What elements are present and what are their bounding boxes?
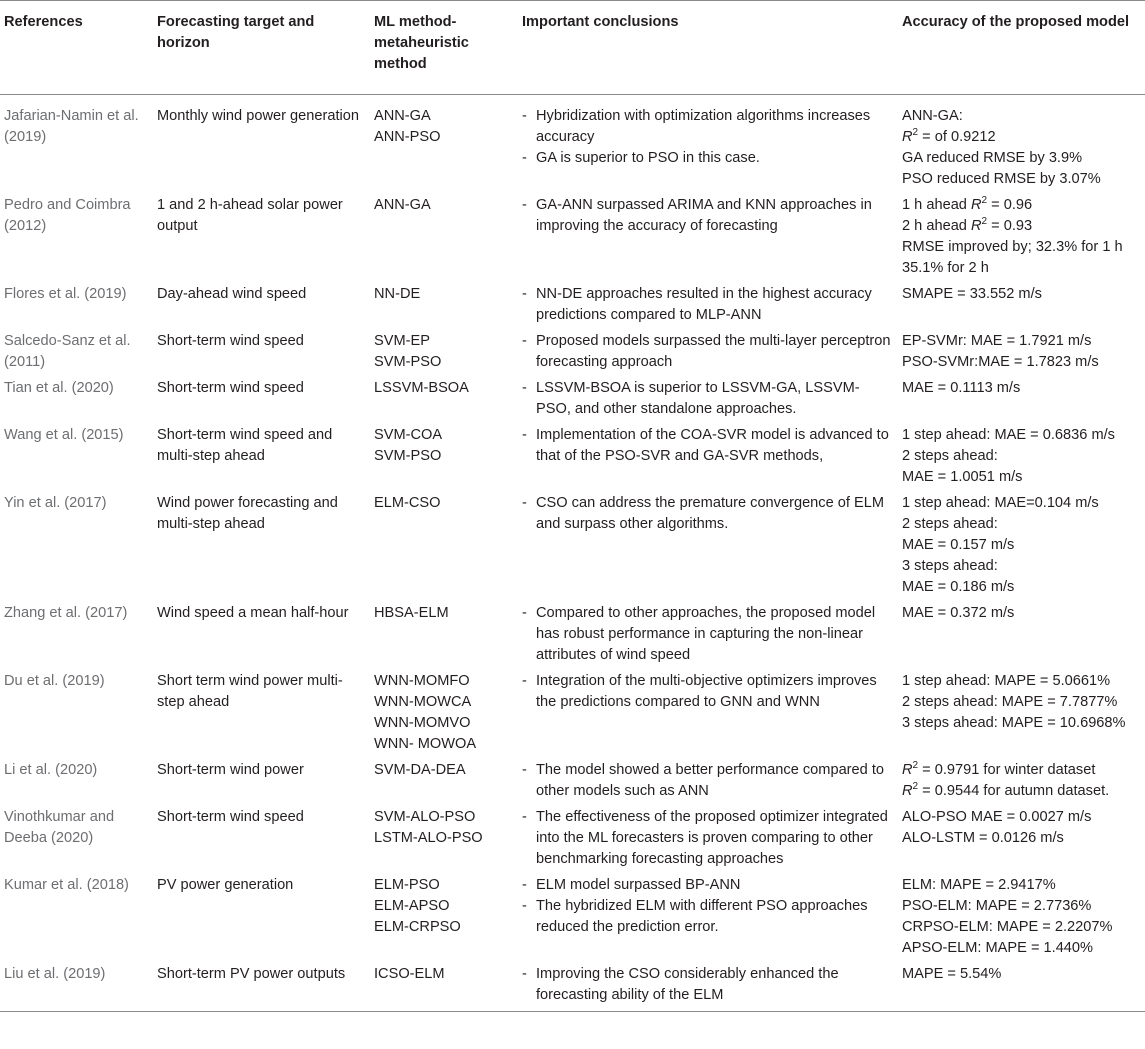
ml-method-cell [370,601,518,669]
ml-method-cell [370,491,518,601]
accuracy-line: ALO-LSTM = 0.0126 m/s [902,830,1064,846]
conclusions-cell [518,329,898,376]
accuracy-line: 1 h ahead $R^2 = 0.96$ [902,195,1033,213]
reference-cell: Tian et al. (2020) [4,380,114,396]
accuracy-cell [898,758,1145,805]
accuracy-line: MAE = 0.372 m/s [902,605,1015,621]
conclusions-cell [518,805,898,873]
conclusion-item: - Implementation of the COA-SVR model is advanced to that of the PSO-SVR and GA-SVR methods, [522,425,894,467]
accuracy-line: PSO-SVMr:MAE = 1.7823 m/s [902,354,1099,370]
ml-method-cell [370,873,518,962]
accuracy-line: ELM: MAPE = 2.9417% [902,877,1056,893]
ml-method-cell [370,962,518,1012]
method-item: ANN-GA [374,197,431,213]
table-row [0,376,1145,423]
method-item: ANN-PSO [374,129,441,145]
header-references: References [4,14,83,30]
conclusions-cell [518,669,898,758]
conclusions-list [522,760,894,802]
conclusion-item: - Improving the CSO considerably enhanced the forecasting ability of the ELM [522,964,894,1006]
conclusions-list [522,671,894,713]
accuracy-line: GA reduced RMSE by 3.9% [902,150,1083,166]
accuracy-line: ANN-GA: [902,108,963,124]
conclusions-cell [518,491,898,601]
accuracy-line: 1 step ahead: MAE = 0.6836 m/s [902,427,1115,443]
forecasting-target-cell: Short-term wind speed [157,333,304,349]
accuracy-line: $R^2 = 0.9544$ for autumn dataset. [902,781,1110,799]
method-item: LSSVM-BSOA [374,380,469,396]
method-item: ELM-CSO [374,495,441,511]
table-row [0,962,1145,1012]
table-row [0,758,1145,805]
conclusion-item: - Proposed models surpassed the multi-layer perceptron forecasting approach [522,331,894,373]
accuracy-line: MAE = 1.0051 m/s [902,469,1023,485]
reference-cell: Jafarian-Namin et al. (2019) [4,108,139,145]
forecasting-target-cell: Day-ahead wind speed [157,286,307,302]
accuracy-line: RMSE improved by; 32.3% for 1 h 35.1% for 2 h [902,239,1127,276]
method-item: LSTM-ALO-PSO [374,830,483,846]
ml-method-cell [370,376,518,423]
conclusions-list [522,425,894,467]
forecasting-target-cell: Short-term wind speed [157,380,304,396]
conclusions-list [522,493,894,535]
accuracy-line: $R^2$ = of 0.9212 [902,127,996,145]
method-item: SVM-DA-DEA [374,762,466,778]
conclusion-item: - Hybridization with optimization algorithms increases accuracy [522,106,894,148]
accuracy-line: PSO reduced RMSE by 3.07% [902,171,1101,187]
conclusions-cell [518,601,898,669]
table-row [0,193,1145,282]
reference-cell: Pedro and Coimbra (2012) [4,197,131,234]
forecasting-target-cell: Monthly wind power generation [157,108,359,124]
conclusion-item: - NN-DE approaches resulted in the highest accuracy predictions compared to MLP-ANN [522,284,894,326]
forecasting-target-cell: Wind speed a mean half-hour [157,605,349,621]
accuracy-line: $R^2 = 0.9791$ for winter dataset [902,760,1096,778]
accuracy-line: ALO-PSO MAE = 0.0027 m/s [902,809,1092,825]
table-row [0,282,1145,329]
conclusions-cell [518,873,898,962]
forecasting-target-cell: Short-term wind speed and multi-step ahead [157,427,333,464]
conclusions-cell [518,193,898,282]
method-item: SVM-COA [374,427,443,443]
method-item: ELM-PSO [374,877,440,893]
reference-cell: Yin et al. (2017) [4,495,107,511]
table-row [0,491,1145,601]
forecasting-target-cell: Short-term wind speed [157,809,304,825]
ml-method-cell [370,329,518,376]
table-row [0,601,1145,669]
method-item: WNN-MOMFO [374,673,470,689]
reference-cell: Zhang et al. (2017) [4,605,128,621]
accuracy-line: 2 steps ahead: MAPE = 7.7877% [902,694,1118,710]
table-row [0,669,1145,758]
forecasting-target-cell: PV power generation [157,877,294,893]
accuracy-cell [898,282,1145,329]
header-ml-method: ML method-metaheuristic method [374,14,469,72]
header-conclusions: Important conclusions [522,14,679,30]
method-item: SVM-PSO [374,448,442,464]
ml-method-cell [370,193,518,282]
header-accuracy: Accuracy of the proposed model [902,14,1130,30]
ml-method-cell [370,282,518,329]
ml-method-cell [370,669,518,758]
conclusion-item: - CSO can address the premature convergence of ELM and surpass other algorithms. [522,493,894,535]
accuracy-line: MAE = 0.186 m/s [902,579,1015,595]
reference-cell: Li et al. (2020) [4,762,98,778]
method-item: SVM-PSO [374,354,442,370]
accuracy-line: CRPSO-ELM: MAPE = 2.2207% [902,919,1113,935]
accuracy-cell [898,491,1145,601]
method-item: SVM-EP [374,333,430,349]
reference-cell: Vinothkumar and Deeba (2020) [4,809,115,846]
conclusions-cell [518,376,898,423]
table-row [0,95,1145,194]
method-item: ELM-CRPSO [374,919,461,935]
accuracy-line: 2 steps ahead: [902,516,998,532]
accuracy-line: 2 steps ahead: [902,448,998,464]
table-row [0,423,1145,491]
accuracy-cell [898,423,1145,491]
forecasting-target-cell: Short-term PV power outputs [157,966,346,982]
conclusions-list [522,875,894,938]
forecasting-target-cell: Wind power forecasting and multi-step ahead [157,495,338,532]
accuracy-line: 3 steps ahead: MAPE = 10.6968% [902,715,1126,731]
accuracy-line: 1 step ahead: MAPE = 5.0661% [902,673,1111,689]
reference-cell: Flores et al. (2019) [4,286,127,302]
table-row [0,805,1145,873]
method-item: SVM-ALO-PSO [374,809,476,825]
table-header [0,1,1145,95]
conclusion-item: - The model showed a better performance compared to other models such as ANN [522,760,894,802]
conclusion-item: - ELM model surpassed BP-ANN [522,875,894,896]
accuracy-cell [898,601,1145,669]
method-item: HBSA-ELM [374,605,449,621]
conclusions-cell [518,282,898,329]
accuracy-line: PSO-ELM: MAPE = 2.7736% [902,898,1092,914]
header-row [0,1,1145,95]
reference-cell: Wang et al. (2015) [4,427,124,443]
reference-cell: Du et al. (2019) [4,673,105,689]
conclusions-list [522,331,894,373]
header-forecasting-target: Forecasting target and horizon [157,14,315,51]
accuracy-cell [898,805,1145,873]
table-row [0,329,1145,376]
forecasting-target-cell: 1 and 2 h-ahead solar power output [157,197,343,234]
accuracy-cell [898,873,1145,962]
conclusion-item: - GA is superior to PSO in this case. [522,148,894,169]
accuracy-line: 2 h ahead $R^2 = 0.93$ [902,216,1033,234]
method-item: WNN-MOMVO [374,715,471,731]
conclusions-list [522,603,894,666]
accuracy-cell [898,376,1145,423]
conclusions-cell [518,95,898,194]
conclusion-item: - GA-ANN surpassed ARIMA and KNN approaches in improving the accuracy of forecasting [522,195,894,237]
method-item: NN-DE [374,286,421,302]
table-body [0,95,1145,1012]
accuracy-line: 1 step ahead: MAE=0.104 m/s [902,495,1099,511]
accuracy-line: SMAPE = 33.552 m/s [902,286,1042,302]
conclusion-item: - LSSVM-BSOA is superior to LSSVM-GA, LSSVM-PSO, and other standalone approaches. [522,378,894,420]
conclusions-list [522,964,894,1006]
method-item: WNN- MOWOA [374,736,477,752]
ml-method-cell [370,423,518,491]
accuracy-line: EP-SVMr: MAE = 1.7921 m/s [902,333,1092,349]
accuracy-line: 3 steps ahead: [902,558,998,574]
accuracy-line: APSO-ELM: MAPE = 1.440% [902,940,1094,956]
conclusions-list [522,807,894,870]
ml-method-cell [370,95,518,194]
conclusions-list [522,195,894,237]
ml-method-cell [370,805,518,873]
conclusion-item: - Compared to other approaches, the proposed model has robust performance in capturing the non-linear attributes of wind speed [522,603,894,666]
ml-method-cell [370,758,518,805]
reference-cell: Kumar et al. (2018) [4,877,129,893]
conclusion-item: - The effectiveness of the proposed optimizer integrated into the ML forecasters is proven comparing to other benchmarking forecasting approaches [522,807,894,870]
accuracy-cell [898,95,1145,194]
accuracy-cell [898,193,1145,282]
conclusions-list [522,378,894,420]
accuracy-line: MAE = 0.1113 m/s [902,380,1021,396]
accuracy-line: MAPE = 5.54% [902,966,1002,982]
method-item: ANN-GA [374,108,431,124]
conclusions-cell [518,758,898,805]
conclusions-cell [518,962,898,1012]
accuracy-cell [898,669,1145,758]
forecasting-target-cell: Short term wind power multi-step ahead [157,673,343,710]
conclusions-list [522,284,894,326]
reference-cell: Liu et al. (2019) [4,966,106,982]
reference-cell: Salcedo-Sanz et al. (2011) [4,333,131,370]
accuracy-line: MAE = 0.157 m/s [902,537,1015,553]
conclusions-list [522,106,894,169]
method-item: WNN-MOWCA [374,694,472,710]
conclusion-item: - Integration of the multi-objective optimizers improves the predictions compared to GNN and WNN [522,671,894,713]
table-row [0,873,1145,962]
accuracy-cell [898,329,1145,376]
accuracy-cell [898,962,1145,1012]
conclusions-cell [518,423,898,491]
method-item: ICSO-ELM [374,966,445,982]
forecasting-target-cell: Short-term wind power [157,762,304,778]
method-item: ELM-APSO [374,898,450,914]
conclusion-item: - The hybridized ELM with different PSO approaches reduced the prediction error. [522,896,894,938]
